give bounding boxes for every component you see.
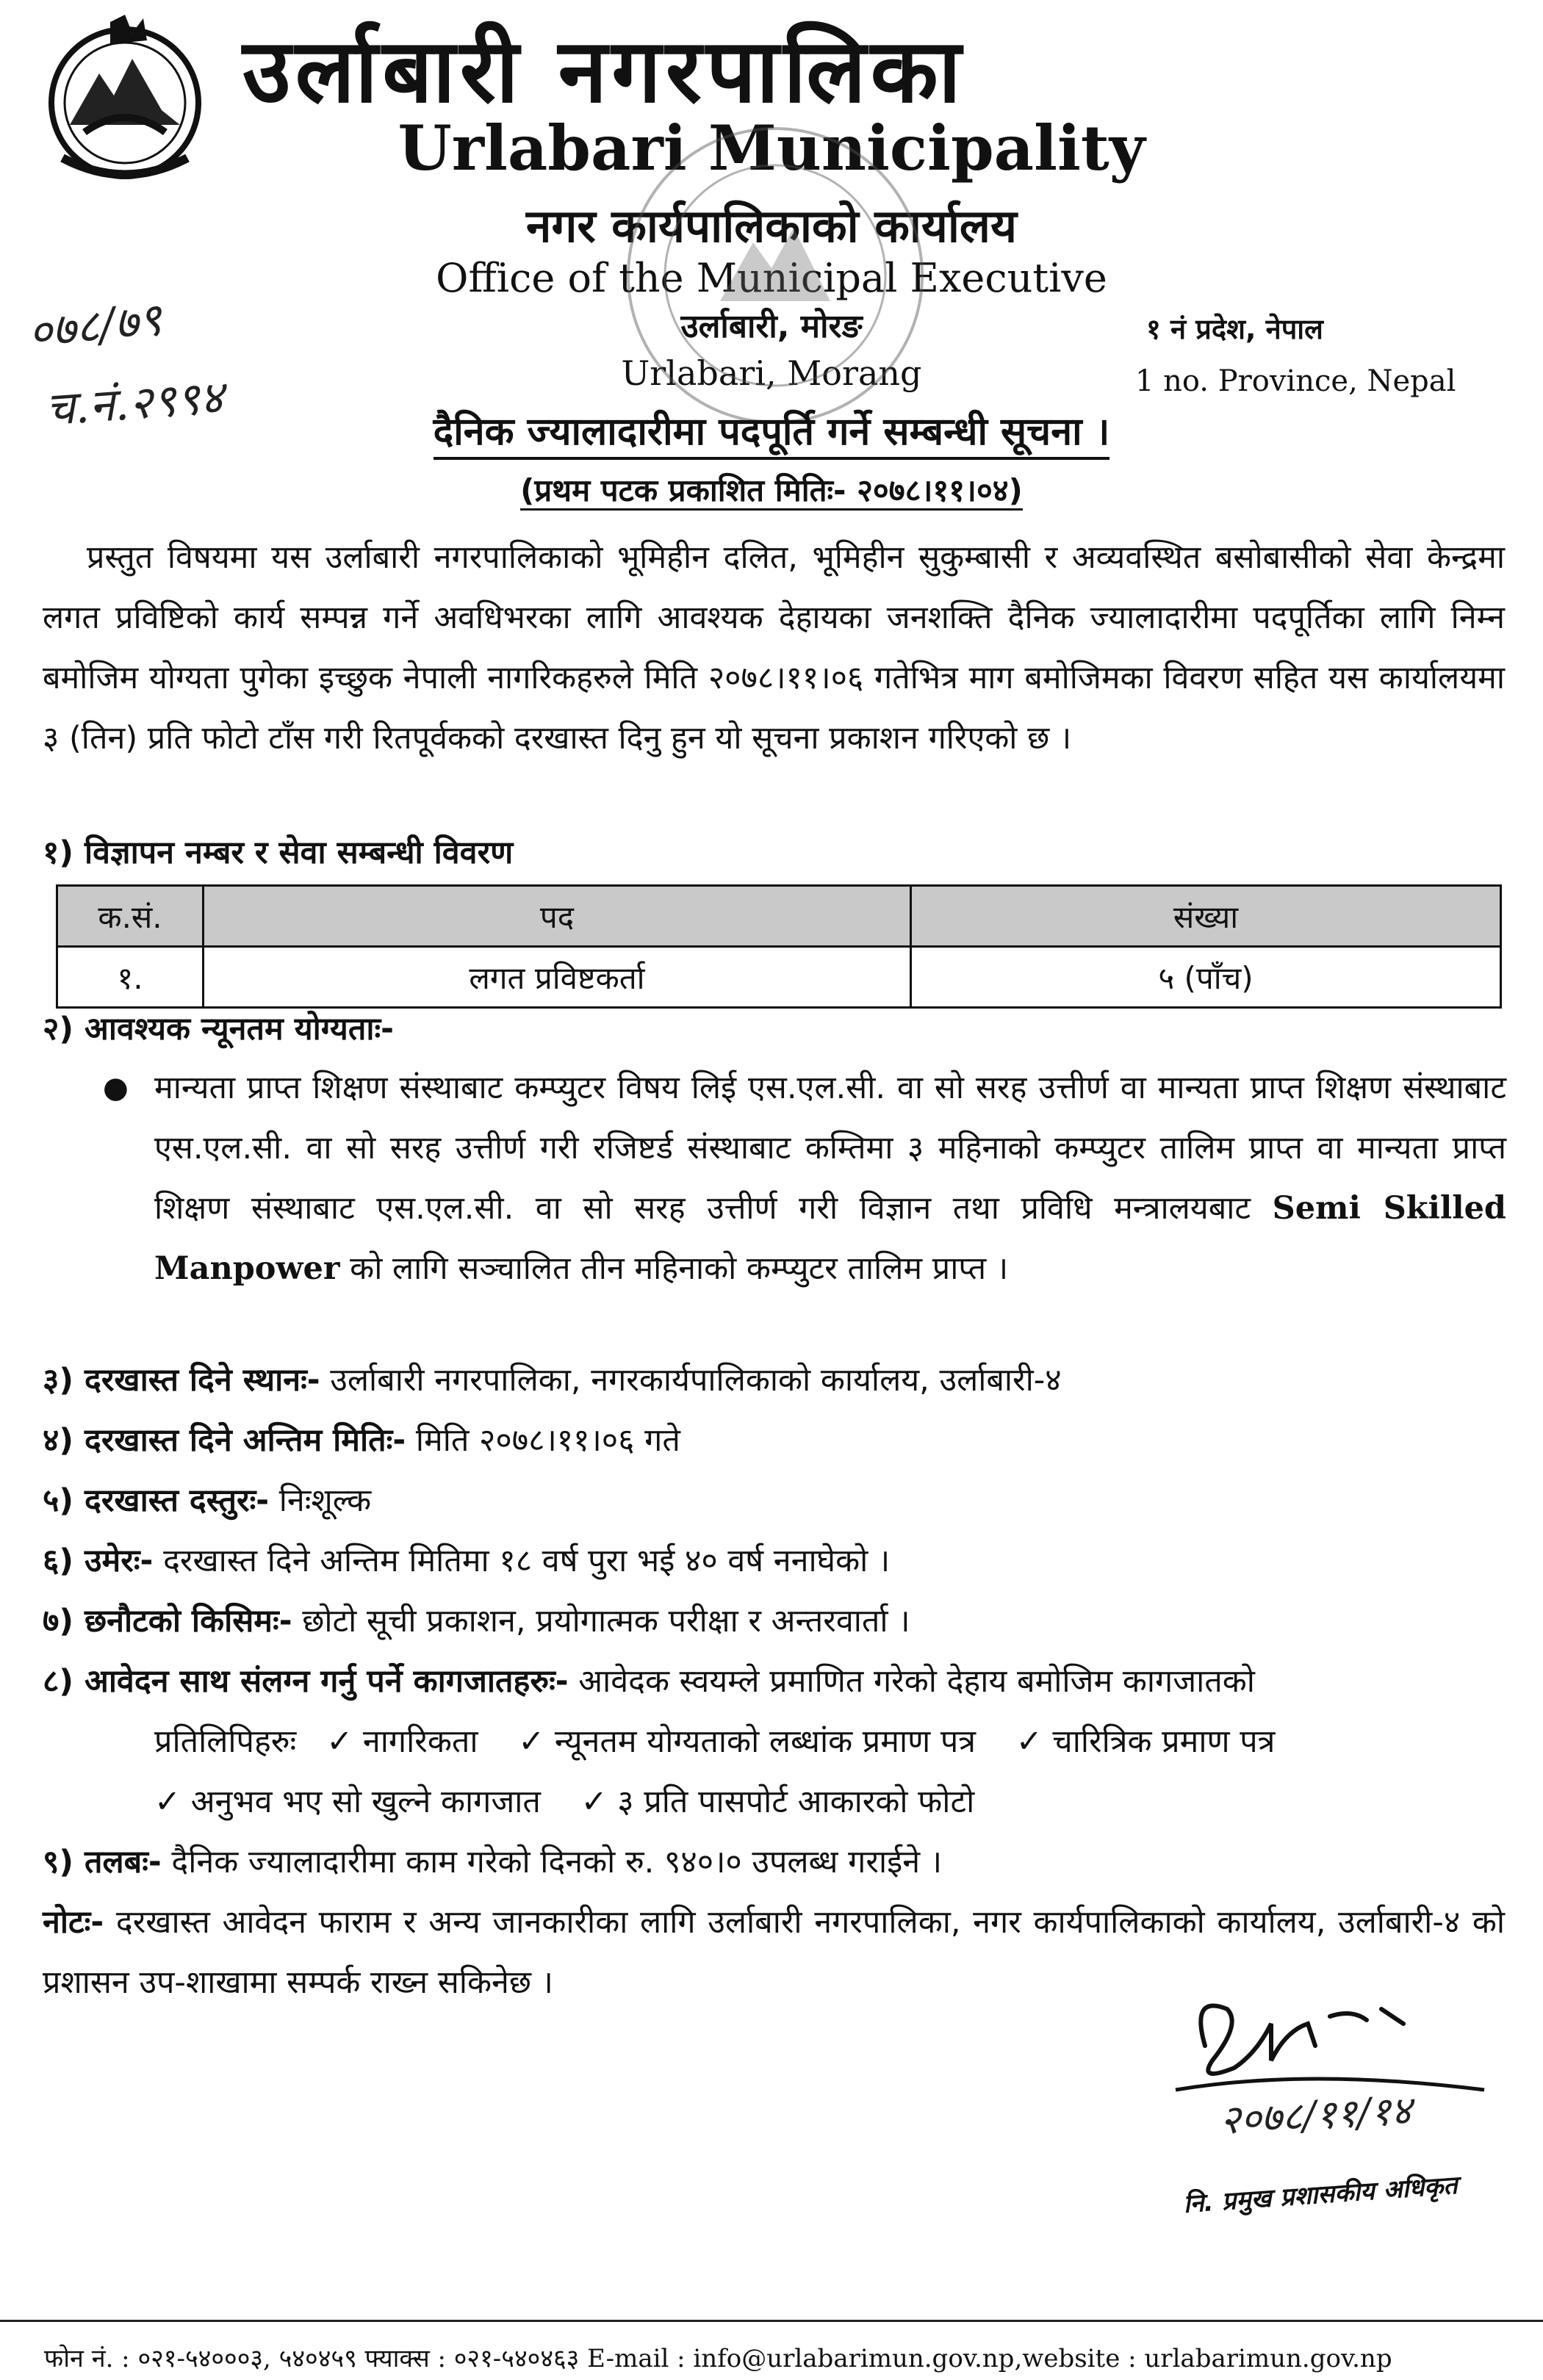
handwritten-fiscal-year: ०७८/७९ — [25, 292, 165, 360]
section-1-heading: १) विज्ञापन नम्बर र सेवा सम्बन्धी विवरण — [43, 834, 514, 871]
section-3-application-place: ३) दरखास्त दिने स्थानः- उर्लाबारी नगरपालिका, नगरकार्यपालिकाको कार्यालय, उर्लाबारी-४ — [43, 1362, 1062, 1399]
office-title-english: Office of the Municipal Executive — [436, 255, 1107, 301]
province-nepali: १ नं प्रदेश, नेपाल — [1146, 313, 1323, 345]
table-header-row — [57, 886, 1501, 947]
cell-serial: १. — [57, 947, 204, 1008]
address-english: Urlabari, Morang — [621, 353, 922, 393]
checklist-item: ✓ चारित्रिक प्रमाण पत्र — [1015, 1723, 1276, 1760]
signatory-title: नि. प्रमुख प्रशासकीय अधिकृत — [1182, 2171, 1459, 2219]
section-9-salary: ९) तलबः- दैनिक ज्यालादारीमा काम गरेको दिनको रु. ९४०।० उपलब्ध गराईने । — [43, 1844, 943, 1880]
note-paragraph: नोटः- दरखास्त आवेदन फाराम र अन्य जानकारीका लागि उर्लाबारी नगरपालिका, नगर कार्यपालिकाको कार्यालय, उर्लाबारी-४ को प्रशासन उप-शाखामा सम्पर्क राख्न सकिनेछ । — [43, 1904, 1506, 2001]
section-7-selection: ७) छनौटको किसिमः- छोटो सूची प्रकाशन, प्रयोगात्मक परीक्षा र अन्तरवार्ता । — [43, 1603, 910, 1640]
first-publish-date: (प्रथम पटक प्रकाशित मितिः- २०७८।११।०४) — [0, 470, 1543, 511]
municipality-title-nepali: उर्लाबारी नगरपालिका — [242, 21, 965, 123]
office-seal-stamp — [603, 103, 948, 448]
section-5-fee: ५) दरखास्त दस्तुरः- निःशूल्क — [43, 1482, 372, 1519]
checklist-item: ✓ ३ प्रति पासपोर्ट आकारको फोटो — [580, 1784, 975, 1820]
municipality-title-english: Urlabari Municipality — [398, 112, 1145, 184]
footer-contact-info: फोन नं. : ०२१-५४०००३, ५४०४५९ फ्याक्स : ०२१-५४०४६३ E-mail : info@urlabarimun.gov.np,website : urlabarimun.gov.np — [44, 2344, 1392, 2373]
province-english: 1 no. Province, Nepal — [1135, 364, 1456, 398]
checklist-item: ✓ नागरिकता — [326, 1723, 478, 1760]
cell-count: ५ (पाँच) — [911, 947, 1501, 1008]
col-count: संख्या — [911, 886, 1501, 947]
document-checklist-line-1: प्रतिलिपिहरुः ✓ नागरिकता ✓ न्यूनतम योग्यताको लब्धांक प्रमाण पत्र ✓ चारित्रिक प्रमाण पत्र — [154, 1723, 1276, 1760]
handwritten-sign-date: २०७८/११/१४ — [1218, 2087, 1413, 2143]
bullet-icon: ● — [103, 1071, 129, 1105]
section-8-documents: ८) आवेदन साथ संलग्न गर्नु पर्ने कागजातहरुः- आवेदक स्वयम्ले प्रमाणित गरेको देहाय बमोजिम कागजातको — [43, 1663, 1255, 1700]
footer-divider — [0, 2320, 1543, 2322]
col-post: पद — [204, 886, 911, 947]
cell-post: लगत प्रविष्टकर्ता — [204, 947, 911, 1008]
notice-intro-paragraph: प्रस्तुत विषयमा यस उर्लाबारी नगरपालिकाको भूमिहीन दलित, भूमिहीन सुकुम्बासी र अव्यवस्थित बसोबासीको सेवा केन्द्रमा लगत प्रविष्टिको कार्य सम्पन्न गर्ने अवधिभरका लागि आवश्यक देहायका जनशक्ति दैनिक ज्यालादारीमा पदपूर्तिका लागि निम्न बमोजिम योग्यता पुगेका इच्छुक नेपाली नागरिकहरुले मिति २०७८।११।०६ गतेभित्र माग बमोजिमका विवरण सहित यस कार्यालयमा ३ (तिन) प्रति फोटो टाँस गरी रितपूर्वकको दरखास्त दिनु हुन यो सूचना प्रकाशन गरिएको छ । — [43, 539, 1505, 757]
section-4-deadline: ४) दरखास्त दिने अन्तिम मितिः- मिति २०७८।११।०६ गते — [43, 1422, 680, 1459]
office-title-nepali: नगर कार्यपालिकाको कार्यालय — [526, 199, 1017, 253]
section-2-heading: २) आवश्यक न्यूनतम योग्यताः- — [43, 1011, 395, 1047]
section-6-age: ६) उमेरः- दरखास्त दिने अन्तिम मितिमा १८ वर्ष पुरा भई ४० वर्ष ननाघेको । — [43, 1543, 891, 1579]
col-serial: क.सं. — [57, 886, 204, 947]
checklist-item: ✓ अनुभव भए सो खुल्ने कागजात — [154, 1784, 541, 1820]
document-checklist-line-2 — [154, 1772, 1506, 1832]
address-nepali: उर्लाबारी, मोरङ — [680, 308, 863, 345]
posts-table — [56, 884, 1502, 1009]
handwritten-dispatch-number: च.नं.२९९४ — [43, 369, 226, 436]
notice-title: दैनिक ज्यालादारीमा पदपूर्ति गर्ने सम्बन्धी सूचना । — [0, 408, 1543, 456]
minimum-qualification-text: मान्यता प्राप्त शिक्षण संस्थाबाट कम्प्युटर विषय लिई एस.एल.सी. वा सो सरह उत्तीर्ण वा मान्यता प्राप्त शिक्षण संस्थाबाट एस.एल.सी. वा सो सरह उत्तीर्ण गरी रजिष्टर्ड संस्थाबाट कम्तिमा ३ महिनाको कम्प्युटर तालिम प्राप्त वा मान्यता प्राप्त शिक्षण संस्थाबाट एस.एल.सी. वा सो सरह उत्तीर्ण गरी विज्ञान तथा प्रविधि मन्त्रालयबाट Semi Skilled Manpower को लागि सञ्चालित तीन महिनाको कम्प्युटर तालिम प्राप्त । — [154, 1070, 1506, 1287]
checklist-item: ✓ न्यूनतम योग्यताको लब्धांक प्रमाण पत्र — [518, 1723, 976, 1760]
